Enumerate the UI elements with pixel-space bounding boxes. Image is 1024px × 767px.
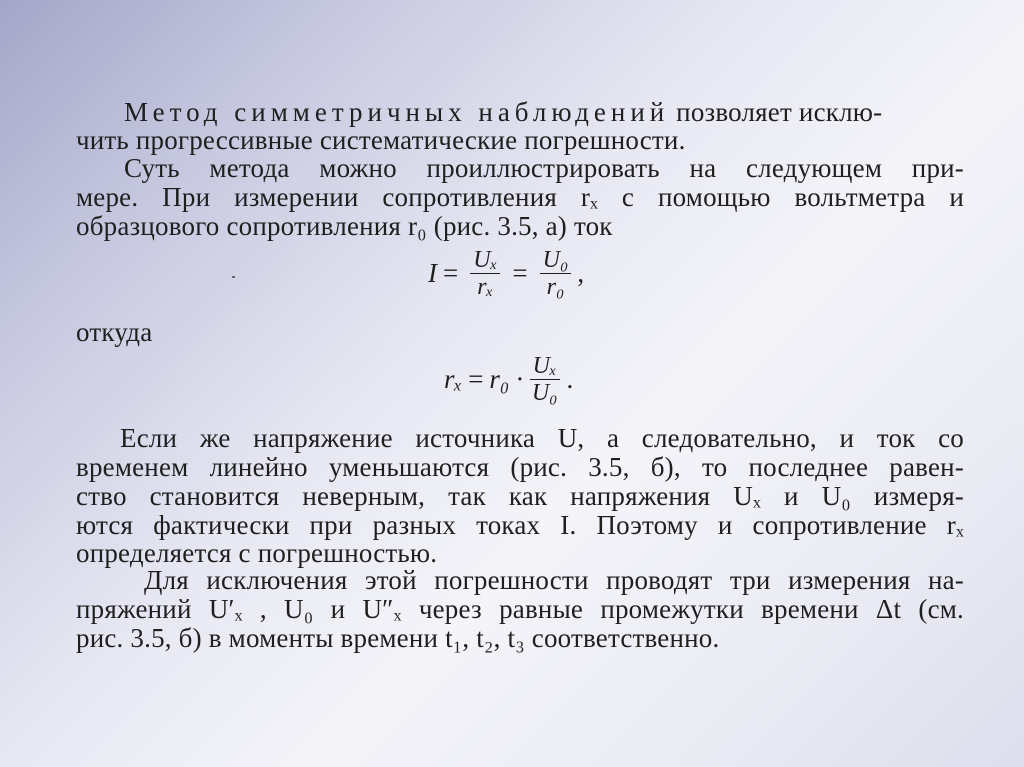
- fraction-numerator: U₀: [540, 247, 572, 274]
- formula-factor: r₀ ·: [489, 363, 523, 394]
- equals-sign: =: [468, 363, 484, 394]
- paragraph-1-line-1-rest: позволяет исклю-: [676, 97, 883, 127]
- paragraph-3-line-4: ются фактически при разных токах I. Поэтому и сопротивление rₓ: [76, 510, 964, 540]
- paragraph-2-line-2: мере. При измерении сопротивления rₓ с помощью вольтметра и: [76, 182, 964, 212]
- paragraph-4-line-1: Для исключения этой погрешности проводят три измерения на-: [144, 565, 964, 595]
- formula-trailing-period: .: [566, 363, 574, 394]
- equals-sign: =: [443, 257, 459, 288]
- scan-speck: [232, 276, 235, 278]
- spaced-term: Метод симметричных наблюдений: [124, 97, 670, 127]
- formula-current: [428, 244, 584, 302]
- formula-current-lhs: I: [428, 257, 437, 288]
- paragraph-4-line-2: пряжений U′ₓ , U₀ и U″ₓ через равные промежутки времени Δt (см.: [76, 594, 964, 624]
- fraction-denominator: rₓ: [477, 273, 494, 300]
- fraction-numerator: Uₓ: [530, 353, 560, 380]
- paragraph-3-line-5: определяется с погрешностью.: [76, 538, 438, 568]
- fraction-denominator: r₀: [546, 273, 565, 300]
- paragraph-3-line-3: ство становится неверным, так как напряжения Uₓ и U₀ измеря-: [76, 481, 964, 511]
- paragraph-1-line-2: чить прогрессивные систематические погрешности.: [76, 125, 686, 155]
- equals-sign: =: [512, 257, 528, 288]
- fraction-ux-over-u0: [529, 353, 561, 406]
- paragraph-3-line-2: временем линейно уменьшаются (рис. 3.5, б), то последнее равен-: [76, 452, 964, 482]
- fraction-denominator: U₀: [531, 379, 558, 406]
- paragraph-2-line-3: образцового сопротивления r₀ (рис. 3.5, а) ток: [76, 211, 613, 241]
- formula-trailing-comma: ,: [577, 257, 585, 288]
- fraction-numerator: Uₓ: [470, 247, 500, 274]
- paragraph-2-line-1: Суть метода можно проиллюстрировать на следующем при-: [124, 153, 964, 183]
- formula-resistance-lhs: rₓ: [444, 363, 463, 394]
- formula-resistance: [444, 350, 573, 408]
- paragraph-3-line-1: Если же напряжение источника U, а следовательно, и ток со: [120, 423, 964, 453]
- fraction-u0-over-r0: [540, 247, 572, 300]
- paragraph-4-line-3: рис. 3.5, б) в моменты времени t₁, t₂, t₃ соответственно.: [76, 623, 720, 653]
- connector-word: откуда: [76, 317, 153, 347]
- fraction-ux-over-rx: [470, 247, 500, 300]
